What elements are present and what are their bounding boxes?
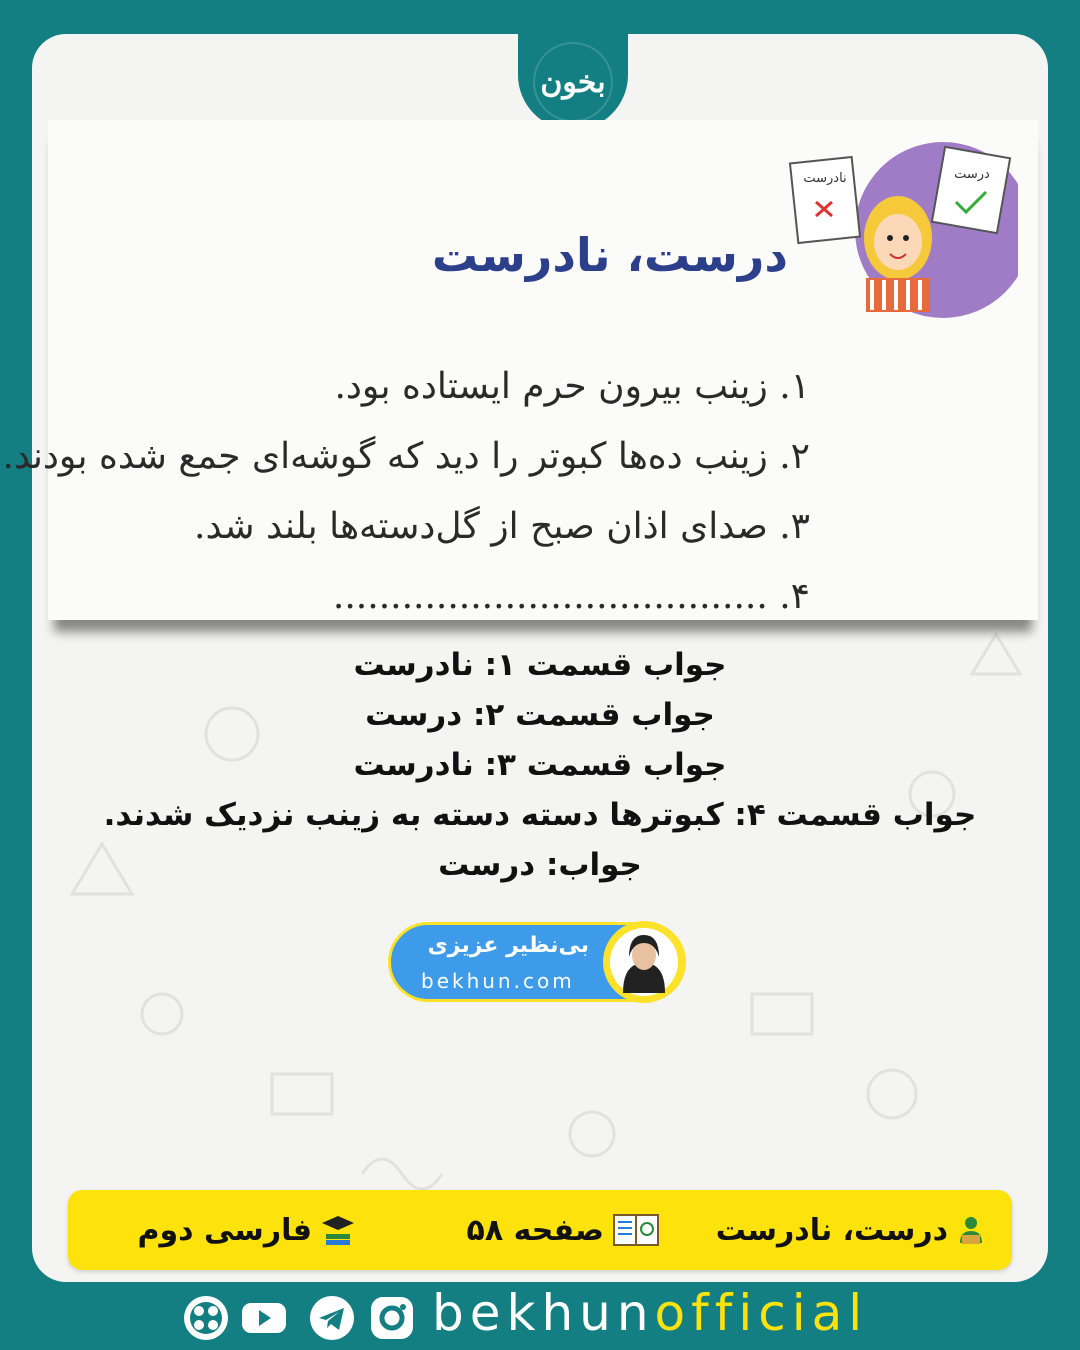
- author-name: بی‌نظیر عزیزی: [427, 933, 589, 958]
- topic-label: درست، نادرست: [715, 1212, 948, 1248]
- author-avatar-icon: [609, 927, 679, 997]
- logo-text: بخون: [533, 42, 613, 122]
- textbook-excerpt: [2, 120, 1038, 620]
- aparat-icon[interactable]: [182, 1294, 230, 1342]
- open-book-icon: [612, 1213, 660, 1247]
- brand-wordmark: [432, 1284, 868, 1342]
- mascot-illustration: [788, 130, 1018, 320]
- sign-right-label: درست: [954, 167, 990, 182]
- topic-item: [716, 1190, 986, 1270]
- exercise-list: [2, 352, 810, 632]
- sign-left-label: نادرست: [803, 171, 847, 186]
- brand-part2: official: [654, 1284, 869, 1342]
- exercise-line: ۴. ......................................: [332, 576, 810, 617]
- exercise-line: ۲. زینب ده‌ها کبوتر را دید که گوشه‌ای جمع شده بودند.: [2, 436, 810, 477]
- instagram-icon[interactable]: [368, 1294, 416, 1342]
- answer-line: جواب قسمت ۲: درست: [365, 697, 715, 733]
- answer-line: جواب قسمت ۱: نادرست: [353, 647, 727, 683]
- exercise-line: ۱. زینب بیرون حرم ایستاده بود.: [334, 366, 810, 407]
- author-badge[interactable]: [388, 922, 686, 1002]
- page-label: صفحه ۵۸: [466, 1212, 604, 1248]
- telegram-icon[interactable]: [308, 1294, 356, 1342]
- teacher-icon: [956, 1215, 986, 1245]
- page-item: [467, 1190, 660, 1270]
- answer-line: جواب قسمت ۴: کبوترها دسته دسته به زینب نزدیک شدند.: [103, 797, 977, 833]
- youtube-icon[interactable]: [240, 1294, 288, 1342]
- exercise-line: ۳. صدای اذان صبح از گل‌دسته‌ها بلند شد.: [194, 506, 810, 547]
- subject-label: فارسی دوم: [137, 1212, 312, 1248]
- info-bar: [68, 1190, 1012, 1270]
- graduation-cap-icon: [320, 1214, 356, 1246]
- answer-line: جواب: درست: [438, 847, 642, 883]
- page-title: درست، نادرست: [431, 228, 788, 282]
- answer-line: جواب قسمت ۳: نادرست: [353, 747, 727, 783]
- avatar: [603, 921, 685, 1003]
- brand-part1: bekhun: [432, 1284, 655, 1342]
- subject-item: [137, 1190, 356, 1270]
- answers-block: [0, 640, 1080, 890]
- footer: [0, 1286, 1080, 1346]
- author-site: bekhun.com: [421, 969, 575, 993]
